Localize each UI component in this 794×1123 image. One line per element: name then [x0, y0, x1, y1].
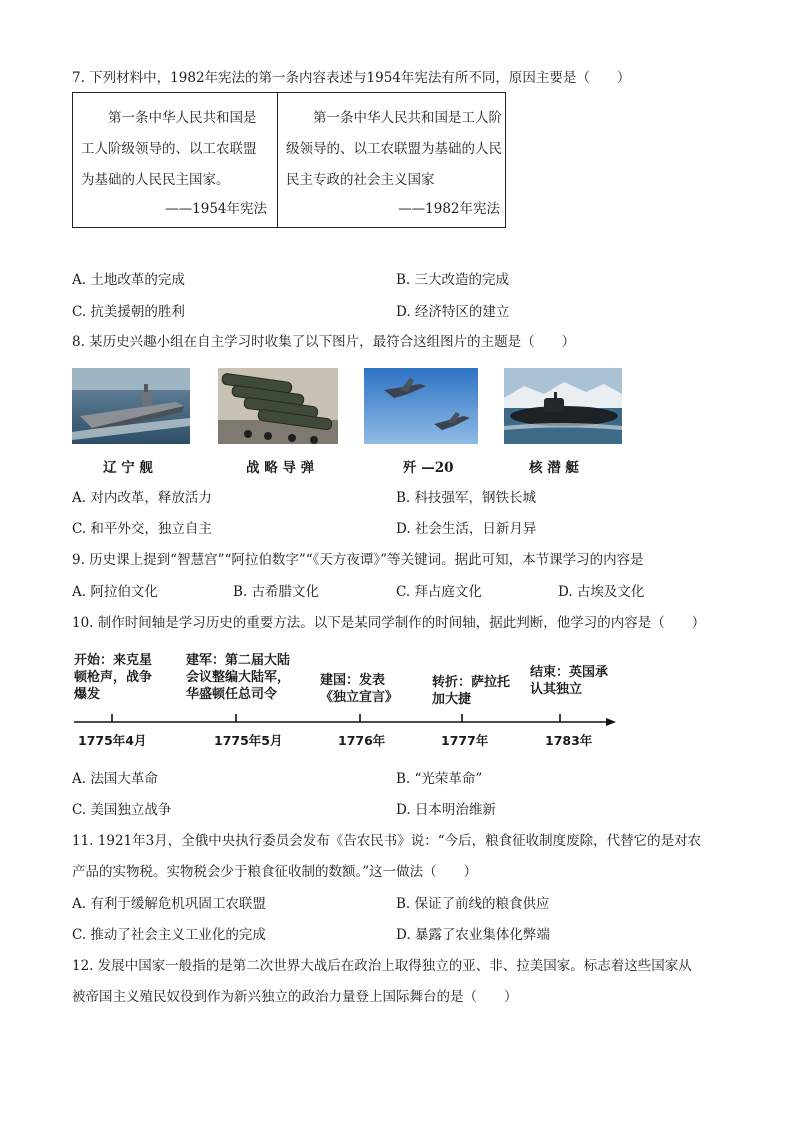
q10-stem: 10. 制作时间轴是学习历史的重要方法。以下是某同学制作的时间轴，据此判断，他学习的内容是（ ）	[72, 615, 706, 631]
timeline-year-1777: 1777年	[441, 733, 489, 748]
q7-option-b[interactable]: B. 三大改造的完成	[396, 272, 510, 288]
q10-option-c[interactable]: C. 美国独立战争	[72, 802, 172, 818]
q12-stem-line1: 12. 发展中国家一般指的是第二次世界大战后在政治上取得独立的亚、非、拉美国家。标志着这些国家从	[72, 958, 692, 974]
q8-option-d[interactable]: D. 社会生活，日新月异	[396, 521, 537, 537]
q9-option-d[interactable]: D. 古埃及文化	[558, 584, 645, 600]
q7-option-c[interactable]: C. 抗美援朝的胜利	[72, 304, 185, 320]
q10-option-a[interactable]: A. 法国大革命	[72, 771, 158, 787]
timeline-year-1783: 1783年	[545, 733, 593, 748]
q9-option-c[interactable]: C. 拜占庭文化	[396, 584, 482, 600]
q9-option-b[interactable]: B. 古希腊文化	[233, 584, 320, 600]
q8-option-c[interactable]: C. 和平外交，独立自主	[72, 521, 212, 537]
table-source-1954: ——1954年宪法	[165, 201, 267, 217]
table-text-1982: 第一条中华人民共和国是工人阶级领导的、以工农联盟为基础的人民民主专政的社会主义国家	[286, 110, 502, 188]
timeline-event-army: 建军：第二届大陆 会议整编大陆军， 华盛顿任总司令	[186, 653, 291, 702]
q11-option-c[interactable]: C. 推动了社会主义工业化的完成	[72, 927, 266, 943]
q11-option-a[interactable]: A. 有利于缓解危机巩固工农联盟	[72, 896, 266, 912]
caption-liaoning-carrier: 辽 宁 舰	[103, 460, 153, 476]
q7-option-d[interactable]: D. 经济特区的建立	[396, 304, 510, 320]
q10-option-d[interactable]: D. 日本明治维新	[396, 802, 496, 818]
table-cell-1954	[73, 93, 277, 227]
photo-aircraft-carrier	[72, 368, 190, 444]
timeline-year-1775-apr: 1775年4月	[78, 733, 147, 748]
timeline-event-end: 结束：英国承 认其独立	[530, 665, 609, 697]
q9-option-a[interactable]: A. 阿拉伯文化	[72, 584, 158, 600]
q7-option-a[interactable]: A. 土地改革的完成	[72, 272, 185, 288]
q8-option-b[interactable]: B. 科技强军，钢铁长城	[396, 490, 537, 506]
table-cell-1982	[277, 93, 510, 227]
caption-j20: 歼 —20	[403, 460, 454, 476]
q8-stem: 8. 某历史兴趣小组在自主学习时收集了以下图片，最符合这组图片的主题是（ ）	[72, 334, 576, 350]
timeline-event-independence: 建国：发表 《独立宣言》	[320, 673, 399, 705]
q11-stem-line2: 产品的实物税。实物税会少于粮食征收制的数额。”这一做法（ ）	[72, 864, 478, 880]
photo-strategic-missiles	[218, 368, 338, 444]
table-source-1982: ——1982年宪法	[398, 201, 500, 217]
timeline-year-1776: 1776年	[338, 733, 386, 748]
q11-option-d[interactable]: D. 暴露了农业集体化弊端	[396, 927, 550, 943]
constitution-table	[72, 92, 506, 228]
caption-nuclear-submarine: 核 潜 艇	[529, 460, 579, 476]
q7-stem: 7. 下列材料中，1982年宪法的第一条内容表述与1954年宪法有所不同，原因主要是（ ）	[72, 70, 631, 86]
table-text-1954: 第一条中华人民共和国是工人阶级领导的、以工农联盟为基础的人民民主国家。	[81, 110, 257, 188]
timeline-event-start: 开始：来克星 顿枪声，战争 爆发	[74, 653, 153, 702]
caption-strategic-missiles: 战 略 导 弹	[246, 460, 315, 476]
q10-option-b[interactable]: B. “光荣革命”	[396, 771, 483, 787]
photo-nuclear-submarine	[504, 368, 622, 444]
q11-option-b[interactable]: B. 保证了前线的粮食供应	[396, 896, 550, 912]
timeline-year-1775-may: 1775年5月	[214, 733, 283, 748]
q12-stem-line2: 被帝国主义殖民奴役到作为新兴独立的政治力量登上国际舞台的是（ ）	[72, 989, 518, 1005]
timeline-event-saratoga: 转折：萨拉托 加大捷	[432, 675, 511, 707]
q9-stem: 9. 历史课上提到“智慧宫”“阿拉伯数字”“《天方夜谭》”等关键词。据此可知，本节课学习的内容是	[72, 552, 644, 568]
photo-j20-fighters	[364, 368, 478, 444]
q8-option-a[interactable]: A. 对内改革，释放活力	[72, 490, 212, 506]
q11-stem-line1: 11. 1921年3月，全俄中央执行委员会发布《告农民书》说：“今后，粮食征收制度废除，代替它的是对农	[72, 833, 702, 849]
timeline-axis	[74, 710, 618, 730]
